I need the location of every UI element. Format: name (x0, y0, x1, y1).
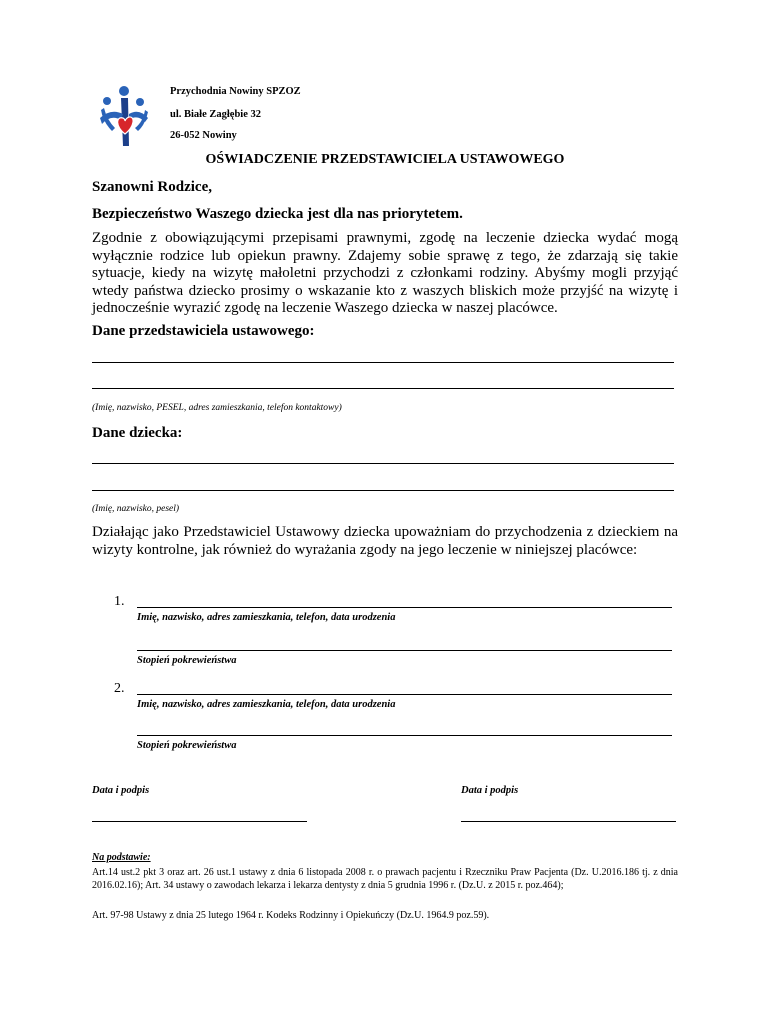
child-hint: (Imię, nazwisko, pesel) (92, 504, 180, 514)
priority-statement: Bezpieczeństwo Waszego dziecka jest dla nas priorytetem. (92, 206, 463, 222)
person-1-label: Imię, nazwisko, adres zamieszkania, telefon, data urodzenia (137, 612, 396, 623)
child-field-line-1[interactable] (92, 463, 674, 464)
child-heading: Dane dziecka: (92, 425, 183, 441)
document-title: OŚWIADCZENIE PRZEDSTAWICIELA USTAWOWEGO (205, 152, 565, 167)
signature-left-label: Data i podpis (92, 785, 150, 796)
person-2-field-line[interactable] (137, 694, 672, 695)
representative-heading: Dane przedstawiciela ustawowego: (92, 323, 315, 339)
person-number: 1. (114, 594, 125, 609)
person-2-relation-label: Stopień pokrewieństwa (137, 740, 237, 751)
person-1-relation-label: Stopień pokrewieństwa (137, 655, 237, 666)
legal-basis-title: Na podstawie: (92, 852, 151, 863)
person-2-relation-line[interactable] (137, 735, 672, 736)
clinic-street: ul. Białe Zagłębie 32 (170, 109, 262, 120)
legal-basis-text-1: Art.14 ust.2 pkt 3 oraz art. 26 ust.1 ustawy z dnia 6 listopada 2008 r. o prawach pacjentu i Rzeczniku Praw Pacjenta (Dz. U.2016.186 tj. z dnia 2016.02.16); Art. 34 ustawy o zawodach lekarza i lekarza dentysty z dnia 5 grudnia 1996 r. (Dz.U. z 2015 r. poz.464); (92, 867, 678, 891)
signature-left-line[interactable] (92, 821, 307, 822)
authorization-paragraph: Działając jako Przedstawiciel Ustawowy dziecka upoważniam do przychodzenia z dzieckiem na wizyty kontrolne, jak również do wyrażania zgody na jego leczenie w niniejszej placówce: (92, 524, 678, 558)
signature-right-line[interactable] (461, 821, 676, 822)
intro-paragraph: Zgodnie z obowiązującymi przepisami prawnymi, zgodę na leczenie dziecka wydać mogą wyłącznie rodzice lub opiekun prawny. Zdajemy sobie sprawę z tego, że zdarzają się takie sytuacje, kiedy na wizytę małoletni przychodzi z członkami rodziny. Abyśmy mogli przyjąć wtedy państwa dziecko prosimy o wskazanie kto z waszych bliskich może przyjść na wizytę i jednocześnie wyrazić zgodę na leczenie Waszego dziecka w naszej placówce. (92, 230, 678, 316)
clinic-city: 26-052 Nowiny (170, 130, 237, 141)
representative-field-line-2[interactable] (92, 388, 674, 389)
representative-hint: (Imię, nazwisko, PESEL, adres zamieszkania, telefon kontaktowy) (92, 403, 342, 413)
person-number: 2. (114, 681, 125, 696)
legal-basis-text-2: Art. 97-98 Ustawy z dnia 25 lutego 1964 r. Kodeks Rodzinny i Opiekuńczy (Dz.U. 1964.9 poz.59). (92, 910, 490, 921)
person-2-label: Imię, nazwisko, adres zamieszkania, telefon, data urodzenia (137, 699, 396, 710)
salutation: Szanowni Rodzice, (92, 179, 212, 195)
person-1-field-line[interactable] (137, 607, 672, 608)
person-1-relation-line[interactable] (137, 650, 672, 651)
representative-field-line-1[interactable] (92, 362, 674, 363)
signature-right-label: Data i podpis (461, 785, 519, 796)
clinic-name: Przychodnia Nowiny SPZOZ (170, 86, 301, 97)
child-field-line-2[interactable] (92, 490, 674, 491)
clinic-logo (95, 84, 151, 148)
